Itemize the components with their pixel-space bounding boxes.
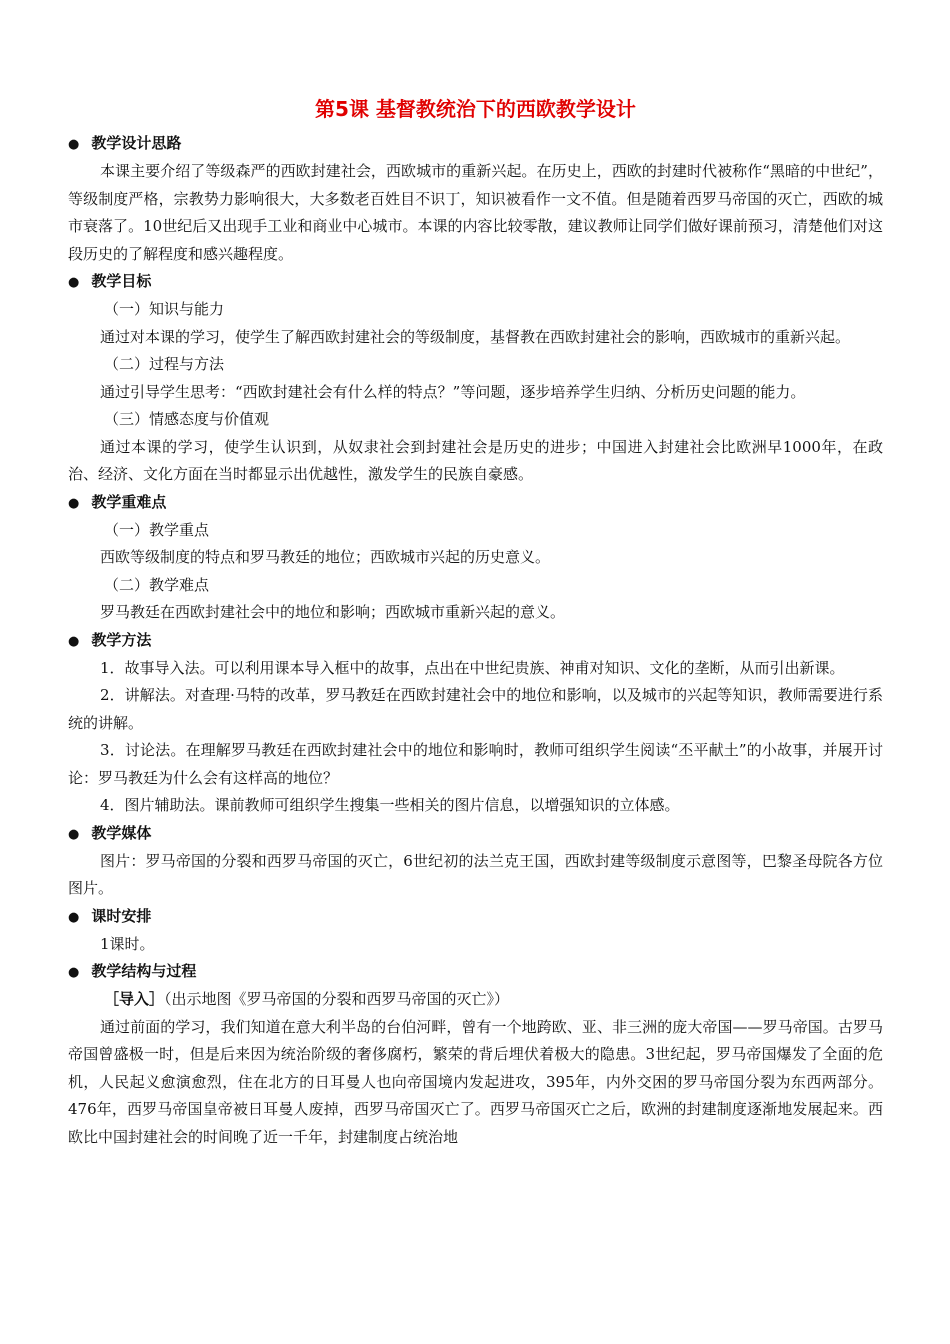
section-heading-process: ● 教学结构与过程 [68,958,883,986]
paragraph: 4．图片辅助法。课前教师可组织学生搜集一些相关的图片信息，以增强知识的立体感。 [100,796,680,814]
paragraph: 本课主要介绍了等级森严的西欧封建社会，西欧城市的重新兴起。在历史上，西欧的封建时代被称作“黑暗的中世纪”，等级制度严格，宗教势力影响很大，大多数老百姓目不识丁，知识被看作一文不值。但是随着西罗马帝国的灭亡，西欧的城市衰落了。10世纪后又出现手工业和商业中心城市。本课的内容比较零散，建议教师让同学们做好课前预习，清楚他们对这段历史的了解程度和感兴趣程度。 [68,162,883,263]
paragraph: 3．讨论法。在理解罗马教廷在西欧封建社会中的地位和影响时，教师可组织学生阅读“丕平献土”的小故事，并展开讨论：罗马教廷为什么会有这样高的地位？ [68,741,883,787]
bullet-icon: ● [68,275,80,290]
subheading: （二）过程与方法 [104,355,225,373]
intro-line [68,986,883,1014]
paragraph: 罗马教廷在西欧封建社会中的地位和影响；西欧城市重新兴起的意义。 [100,603,566,621]
subheading: （二）教学难点 [104,575,210,594]
paragraph: 1．故事导入法。可以利用课本导入框中的故事，点出在中世纪贵族、神甫对知识、文化的垄断，从而引出新课。 [100,658,845,677]
subheading: （一）教学重点 [104,520,210,539]
subheading: （一）知识与能力 [104,300,225,318]
document-page [68,96,883,1151]
section-heading-schedule: ● 课时安排 [68,903,883,931]
paragraph: 1课时。 [100,934,155,953]
subheading: （三）情感态度与价值观 [104,410,270,428]
intro-note: （出示地图《罗马帝国的分裂和西罗马帝国的灭亡》） [164,990,510,1008]
paragraph: 西欧等级制度的特点和罗马教廷的地位；西欧城市兴起的历史意义。 [100,548,551,566]
paragraph: 图片：罗马帝国的分裂和西罗马帝国的灭亡，6世纪初的法兰克王国，西欧封建等级制度示意图等，巴黎圣母院各方位图片。 [68,851,883,897]
paragraph: 通过本课的学习，使学生认识到，从奴隶社会到封建社会是历史的进步；中国进入封建社会比欧洲早1000年，在政治、经济、文化方面在当时都显示出优越性，激发学生的民族自豪感。 [68,437,883,483]
bullet-icon: ● [68,137,80,152]
intro-label: ［导入］ [104,990,165,1008]
paragraph: 2．讲解法。对查理·马特的改革，罗马教廷在西欧封建社会中的地位和影响，以及城市的兴起等知识，教师需要进行系统的讲解。 [68,686,883,732]
paragraph: 通过引导学生思考：“西欧封建社会有什么样的特点？”等问题，逐步培养学生归纳、分析历史问题的能力。 [100,382,806,401]
bullet-icon: ● [68,909,80,925]
section-heading-media: ● 教学媒体 [68,820,883,848]
bullet-icon: ● [68,826,80,842]
section-heading-objectives: ● 教学目标 [68,268,883,296]
document-title: 第5课 基督教统治下的西欧教学设计 [315,97,636,121]
paragraph: 通过前面的学习，我们知道在意大利半岛的台伯河畔，曾有一个地跨欧、亚、非三洲的庞大帝国——罗马帝国。古罗马帝国曾盛极一时，但是后来因为统治阶级的奢侈腐朽，繁荣的背后埋伏着极大的隐患。3世纪起，罗马帝国爆发了全面的危机，人民起义愈演愈烈，住在北方的日耳曼人也向帝国境内发起进攻，395年，内外交困的罗马帝国分裂为东西两部分。476年，西罗马帝国皇帝被日耳曼人废掉，西罗马帝国灭亡了。西罗马帝国灭亡之后，欧洲的封建制度逐渐地发展起来。西欧比中国封建社会的时间晚了近一千年，封建制度占统治地 [68,1017,883,1146]
paragraph: 通过对本课的学习，使学生了解西欧封建社会的等级制度，基督教在西欧封建社会的影响，西欧城市的重新兴起。 [100,327,851,346]
bullet-icon: ● [68,495,80,511]
bullet-icon: ● [68,965,80,980]
section-heading-methods: ● 教学方法 [68,627,883,655]
section-heading-design-idea: ● 教学设计思路 [68,130,883,158]
section-heading-key-points: ● 教学重难点 [68,489,883,517]
bullet-icon: ● [68,633,80,649]
